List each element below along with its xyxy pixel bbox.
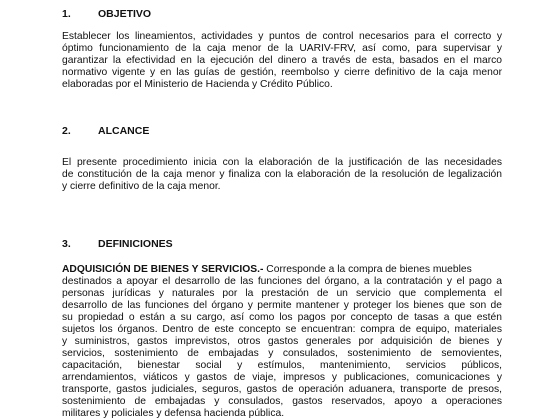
definition-first-line bbox=[62, 264, 502, 276]
text-line: y cierre definitivo de la caja menor. bbox=[62, 181, 221, 192]
text-line: sujetos los órganos. Dentro de este concepto se encuentran: compra de equipo, materiales bbox=[62, 324, 502, 335]
definition-text: Corresponde a la compra de bienes muebles bbox=[263, 264, 472, 275]
definition-term: ADQUISICIÓN DE BIENES Y SERVICIOS.- bbox=[62, 264, 264, 275]
definiciones-paragraph bbox=[62, 264, 502, 420]
section-title: ALCANCE bbox=[98, 125, 150, 137]
text-line: óptimo funcionamiento de la caja menor de la UARIV-FRV, así como, para supervisar y bbox=[62, 43, 502, 54]
text-line: elaboradas por el Ministerio de Hacienda y Crédito Público. bbox=[62, 79, 333, 90]
section-number: 3. bbox=[62, 238, 71, 250]
section-heading-alcance bbox=[62, 125, 149, 138]
text-line: garantizar la efectividad en la ejecución del dinero a través de esta, basados en el marco bbox=[62, 55, 502, 66]
section-heading-objetivo bbox=[62, 8, 151, 21]
objetivo-paragraph bbox=[62, 31, 502, 91]
alcance-paragraph bbox=[62, 157, 502, 193]
text-line: y suministros, gastos imprevistos, otros gastos generales por adquisición de bienes y bbox=[62, 336, 502, 347]
text-line: Establecer los lineamientos, actividades y puntos de control necesarios para el correcto y bbox=[62, 31, 502, 42]
text-line: de constitución de la caja menor y finaliza con la elaboración de la resolución de legalización bbox=[62, 169, 502, 180]
text-line: arrendamientos, viáticos y gastos de viaje, impresos y publicaciones, comunicaciones y bbox=[62, 372, 502, 383]
section-heading-definiciones bbox=[62, 238, 173, 251]
text-line: transporte, gastos judiciales, seguros, gastos de operación aduanera, transporte de presos, bbox=[62, 384, 502, 395]
text-line: El presente procedimiento inicia con la elaboración de la justificación de las necesidades bbox=[62, 157, 502, 168]
text-line: normativo vigente y en las guías de gestión, reembolso y cierre definitivo de la caja menor bbox=[62, 67, 502, 78]
section-title: OBJETIVO bbox=[98, 8, 152, 20]
section-number: 1. bbox=[62, 8, 71, 20]
text-line: desarrollo de las funciones del órgano y permite mantener y proteger los bienes que son de bbox=[62, 300, 502, 311]
text-line: destinados a apoyar el desarrollo de las funciones del órgano, a la contratación y el pago a bbox=[62, 276, 502, 287]
text-line: servicios, sostenimiento de embajadas y consulados, sostenimiento de semovientes, bbox=[62, 348, 502, 359]
text-line: personas jurídicas y naturales por la prestación de un servicio que complementa el bbox=[62, 288, 502, 299]
section-number: 2. bbox=[62, 125, 71, 137]
text-line: sostenimiento de embajadas y consulados, gastos reservados, apoyo a operaciones bbox=[62, 396, 502, 407]
text-line: su propiedad o están a su cargo, así como los pagos por concepto de tasas a que estén bbox=[62, 312, 502, 323]
section-title: DEFINICIONES bbox=[98, 238, 173, 250]
text-line: capacitación, bienestar social y estímulos, mantenimiento, servicios públicos, bbox=[62, 360, 502, 371]
text-line: militares y policiales y defensa hacienda pública. bbox=[62, 408, 285, 419]
